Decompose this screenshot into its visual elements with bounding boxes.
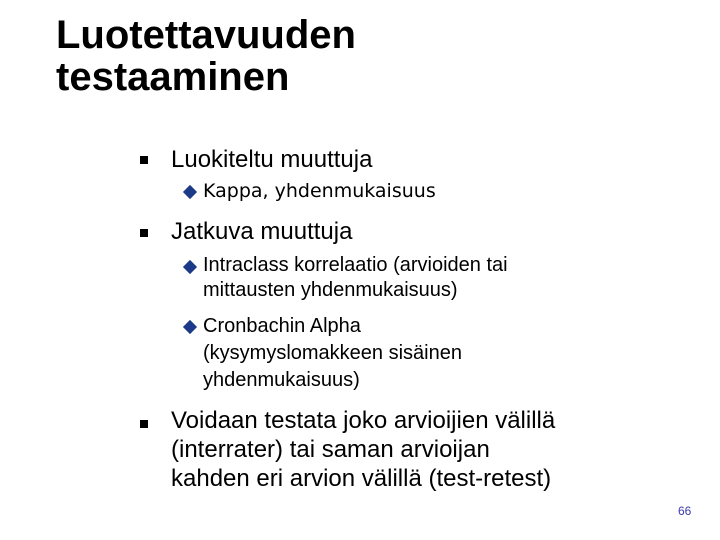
sub-item-cronbach-line-1: Cronbachin Alpha [203, 315, 361, 337]
bullet-item-2: Jatkuva muuttuja [171, 218, 353, 245]
bullet-item-3-line-2: (interrater) tai saman arvioijan [171, 436, 490, 463]
page-number: 66 [678, 504, 692, 518]
title-line-1: Luotettavuuden [56, 13, 356, 57]
diamond-bullet-icon [183, 260, 197, 274]
bullet-square-icon [140, 156, 148, 164]
bullet-square-icon [140, 420, 148, 428]
diamond-bullet-icon [183, 185, 197, 199]
sub-item-kappa: Kappa, yhdenmukaisuus [203, 180, 436, 202]
title-line-2: testaaminen [56, 55, 290, 99]
slide-title [56, 14, 356, 98]
bullet-square-icon [140, 229, 148, 237]
sub-item-cronbach-line-2: (kysymyslomakkeen sisäinen [203, 342, 462, 364]
sub-item-intraclass-line-2: mittausten yhdenmukaisuus) [203, 279, 458, 301]
sub-item-cronbach-line-3: yhdenmukaisuus) [203, 369, 360, 391]
bullet-item-1: Luokiteltu muuttuja [171, 146, 373, 173]
bullet-item-3-line-1: Voidaan testata joko arvioijien välillä [171, 407, 556, 434]
diamond-bullet-icon [183, 320, 197, 334]
bullet-item-3-line-3: kahden eri arvion välillä (test-retest) [171, 465, 552, 492]
sub-item-intraclass-line-1: Intraclass korrelaatio (arvioiden tai [203, 254, 508, 276]
